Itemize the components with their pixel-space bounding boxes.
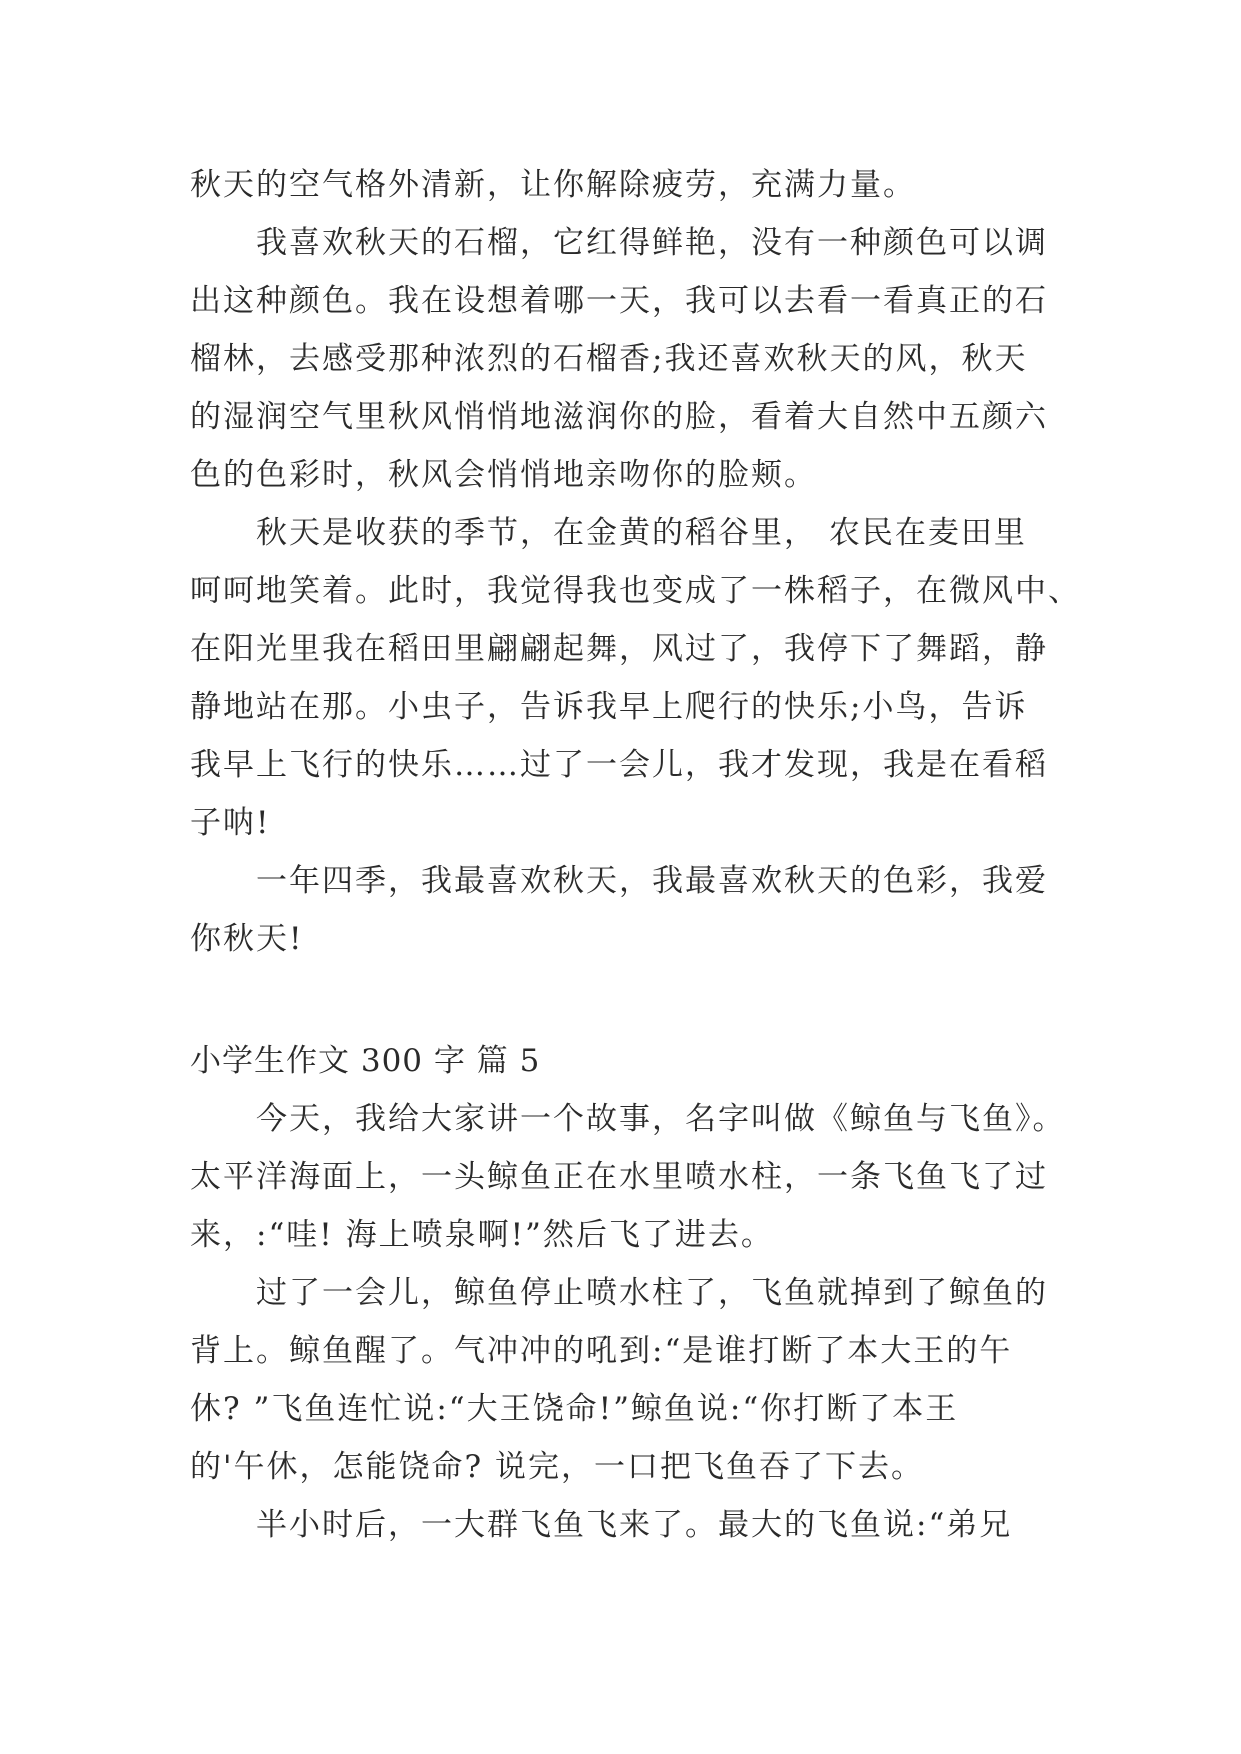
text-line: 静地站在那。小虫子，告诉我早上爬行的快乐;小鸟，告诉 (190, 689, 1028, 725)
text-line: 过了一会儿，鲸鱼停止喷水柱了，飞鱼就掉到了鲸鱼的 (256, 1275, 1048, 1311)
section-heading: 小学生作文 300 字 篇 5 (190, 1043, 541, 1079)
text-line: 的'午休，怎能饶命? 说完，一口把飞鱼吞了下去。 (190, 1449, 924, 1485)
text-line: 背上。鲸鱼醒了。气冲冲的吼到:“是谁打断了本大王的午 (190, 1333, 1013, 1369)
text-line: 呵呵地笑着。此时，我觉得我也变成了一株稻子，在微风中、 (190, 573, 1081, 609)
text-line: 你秋天! (190, 921, 304, 957)
essay-section-autumn (190, 156, 1081, 968)
text-line: 的湿润空气里秋风悄悄地滋润你的脸，看着大自然中五颜六 (190, 399, 1048, 435)
text-line: 我早上飞行的快乐……过了一会儿，我才发现，我是在看稻 (190, 747, 1048, 783)
text-line: 休? ”飞鱼连忙说:“大王饶命!”鲸鱼说:“你打断了本王 (190, 1391, 959, 1427)
text-line: 榴林，去感受那种浓烈的石榴香;我还喜欢秋天的风，秋天 (190, 341, 1028, 377)
text-line: 今天，我给大家讲一个故事，名字叫做《鲸鱼与飞鱼》。 (256, 1101, 1066, 1137)
text-line: 来，:“哇! 海上喷泉啊!”然后飞了进去。 (190, 1217, 774, 1253)
essay-section-whale (190, 1032, 1070, 1554)
text-line: 出这种颜色。我在设想着哪一天，我可以去看一看真正的石 (190, 283, 1048, 319)
text-line: 一年四季，我最喜欢秋天，我最喜欢秋天的色彩，我爱 (256, 863, 1048, 899)
text-line: 在阳光里我在稻田里翩翩起舞，风过了，我停下了舞蹈，静 (190, 631, 1048, 667)
text-line: 子呐! (190, 805, 271, 841)
text-line: 我喜欢秋天的石榴，它红得鲜艳，没有一种颜色可以调 (256, 225, 1048, 261)
text-line: 半小时后，一大群飞鱼飞来了。最大的飞鱼说:“弟兄 (256, 1507, 1013, 1543)
text-line: 太平洋海面上，一头鲸鱼正在水里喷水柱，一条飞鱼飞了过 (190, 1159, 1048, 1195)
text-line: 秋天是收获的季节，在金黄的稻谷里， 农民在麦田里 (256, 515, 1027, 551)
text-line: 色的色彩时，秋风会悄悄地亲吻你的脸颊。 (190, 457, 817, 493)
text-line: 秋天的空气格外清新，让你解除疲劳，充满力量。 (190, 167, 916, 203)
